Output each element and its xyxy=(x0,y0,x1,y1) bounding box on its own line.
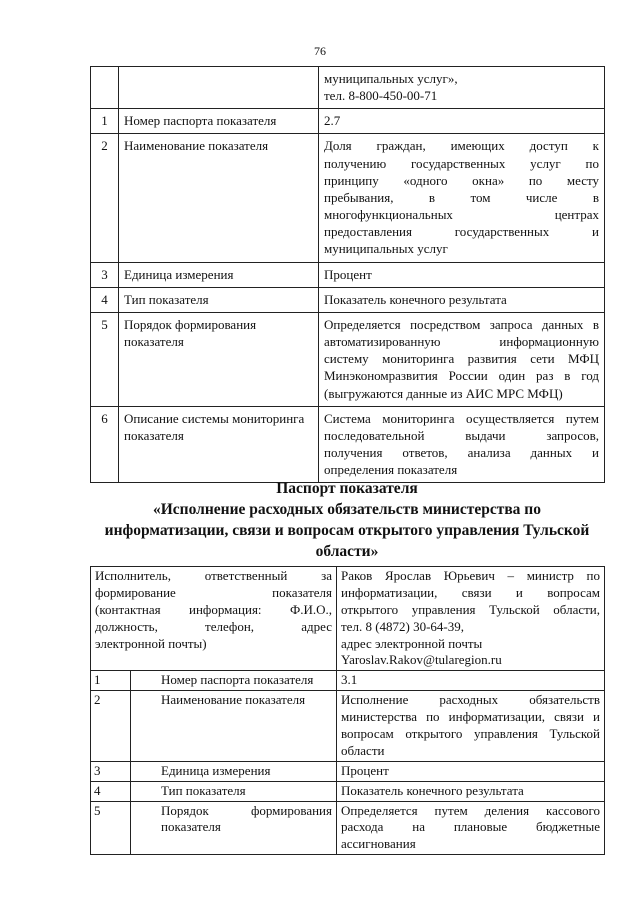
cell-label: Порядок формирования показателя xyxy=(131,801,337,855)
cell-label: Номер паспорта показателя xyxy=(119,109,319,134)
cell-value: Показатель конечного результата xyxy=(337,781,605,801)
cell-value: Процент xyxy=(337,761,605,781)
cell-value: 2.7 xyxy=(319,109,605,134)
cell-label: Тип показателя xyxy=(119,287,319,312)
table-row-passport-number xyxy=(91,671,605,691)
table-row-indicator-type xyxy=(91,287,605,312)
table-row-executor xyxy=(91,567,605,671)
cell-value: 3.1 xyxy=(337,671,605,691)
cell-number: 2 xyxy=(91,691,131,762)
heading-line: области» xyxy=(315,543,379,561)
cell-label: Тип показателя xyxy=(131,781,337,801)
cell-number: 5 xyxy=(91,312,119,406)
table-row-passport-number xyxy=(91,109,605,134)
cell-label: Наименование показателя xyxy=(119,134,319,262)
cell-label: Наименование показателя xyxy=(131,691,337,762)
table-row-indicator-name xyxy=(91,691,605,762)
executor-email: Yaroslav.Rakov@tularegion.ru xyxy=(341,652,502,668)
cell-value: Определяется путем деления кассового расхода на плановые бюджетные ассигнования xyxy=(337,801,605,855)
cell-value: Процент xyxy=(319,262,605,287)
table-row-indicator-type xyxy=(91,781,605,801)
cell-value: Определяется посредством запроса данных в автоматизированную информационную систему мониторинга развития сети МФЦ Минэкономразвития России один раз в год (выгружаются данные из АИС МРС МФЦ) xyxy=(319,312,605,406)
cell-number: 4 xyxy=(91,287,119,312)
table-row-continuation xyxy=(91,67,605,109)
cell-value: Доля граждан, имеющих доступ к получению государственных услуг по принципу «одного окна» по месту пребывания, в том числе в многофункциональных центрах предоставления государственных и муниципальных услуг xyxy=(319,134,605,262)
cell-value: Система мониторинга осуществляется путем последовательной выдачи запросов, получения ответов, анализа данных и определения показателя xyxy=(319,406,605,483)
table-row-unit xyxy=(91,262,605,287)
page-number: 76 xyxy=(314,44,326,58)
cell-label: Номер паспорта показателя xyxy=(131,671,337,691)
cell-value: Исполнение расходных обязательств министерства по информатизации, связи и вопросам открытого управления Тульской области xyxy=(337,691,605,762)
heading-line: информатизации, связи и вопросам открытого управления Тульской xyxy=(104,522,590,540)
indicator-passport-table-2-7 xyxy=(90,66,605,483)
cell-executor-value: Раков Ярослав Юрьевич – министр по информатизации, связи и вопросам открытого управления Тульской области, тел. 8 (4872) 30-64-39, адрес электронной почты Yaroslav.Rakov@tularegion.ru xyxy=(337,567,605,671)
heading-line: Паспорт показателя xyxy=(276,480,418,497)
cell-value: муниципальных услуг», тел. 8-800-450-00-71 xyxy=(319,67,605,109)
cell-label xyxy=(119,67,319,109)
table-row-formation-procedure xyxy=(91,312,605,406)
cell-number: 1 xyxy=(91,671,131,691)
heading-line: «Исполнение расходных обязательств министерства по xyxy=(152,501,541,519)
cell-number: 1 xyxy=(91,109,119,134)
cell-label: Порядок формирования показателя xyxy=(119,312,319,406)
cell-label: Единица измерения xyxy=(131,761,337,781)
cell-label: Единица измерения xyxy=(119,262,319,287)
cell-value: Показатель конечного результата xyxy=(319,287,605,312)
table-row-unit xyxy=(91,761,605,781)
table-row-indicator-name xyxy=(91,134,605,262)
cell-number: 5 xyxy=(91,801,131,855)
table-row-monitoring-system xyxy=(91,406,605,483)
section-heading xyxy=(90,478,604,562)
cell-number: 3 xyxy=(91,761,131,781)
cell-number: 2 xyxy=(91,134,119,262)
cell-label: Описание системы мониторинга показателя xyxy=(119,406,319,483)
cell-number xyxy=(91,67,119,109)
cell-number: 3 xyxy=(91,262,119,287)
table-row-formation-procedure xyxy=(91,801,605,855)
indicator-passport-table-3-1 xyxy=(90,566,605,855)
cell-number: 4 xyxy=(91,781,131,801)
cell-number: 6 xyxy=(91,406,119,483)
cell-executor-label: Исполнитель, ответственный за формирование показателя (контактная информация: Ф.И.О., должность, телефон, адрес электронной почты) xyxy=(91,567,337,671)
